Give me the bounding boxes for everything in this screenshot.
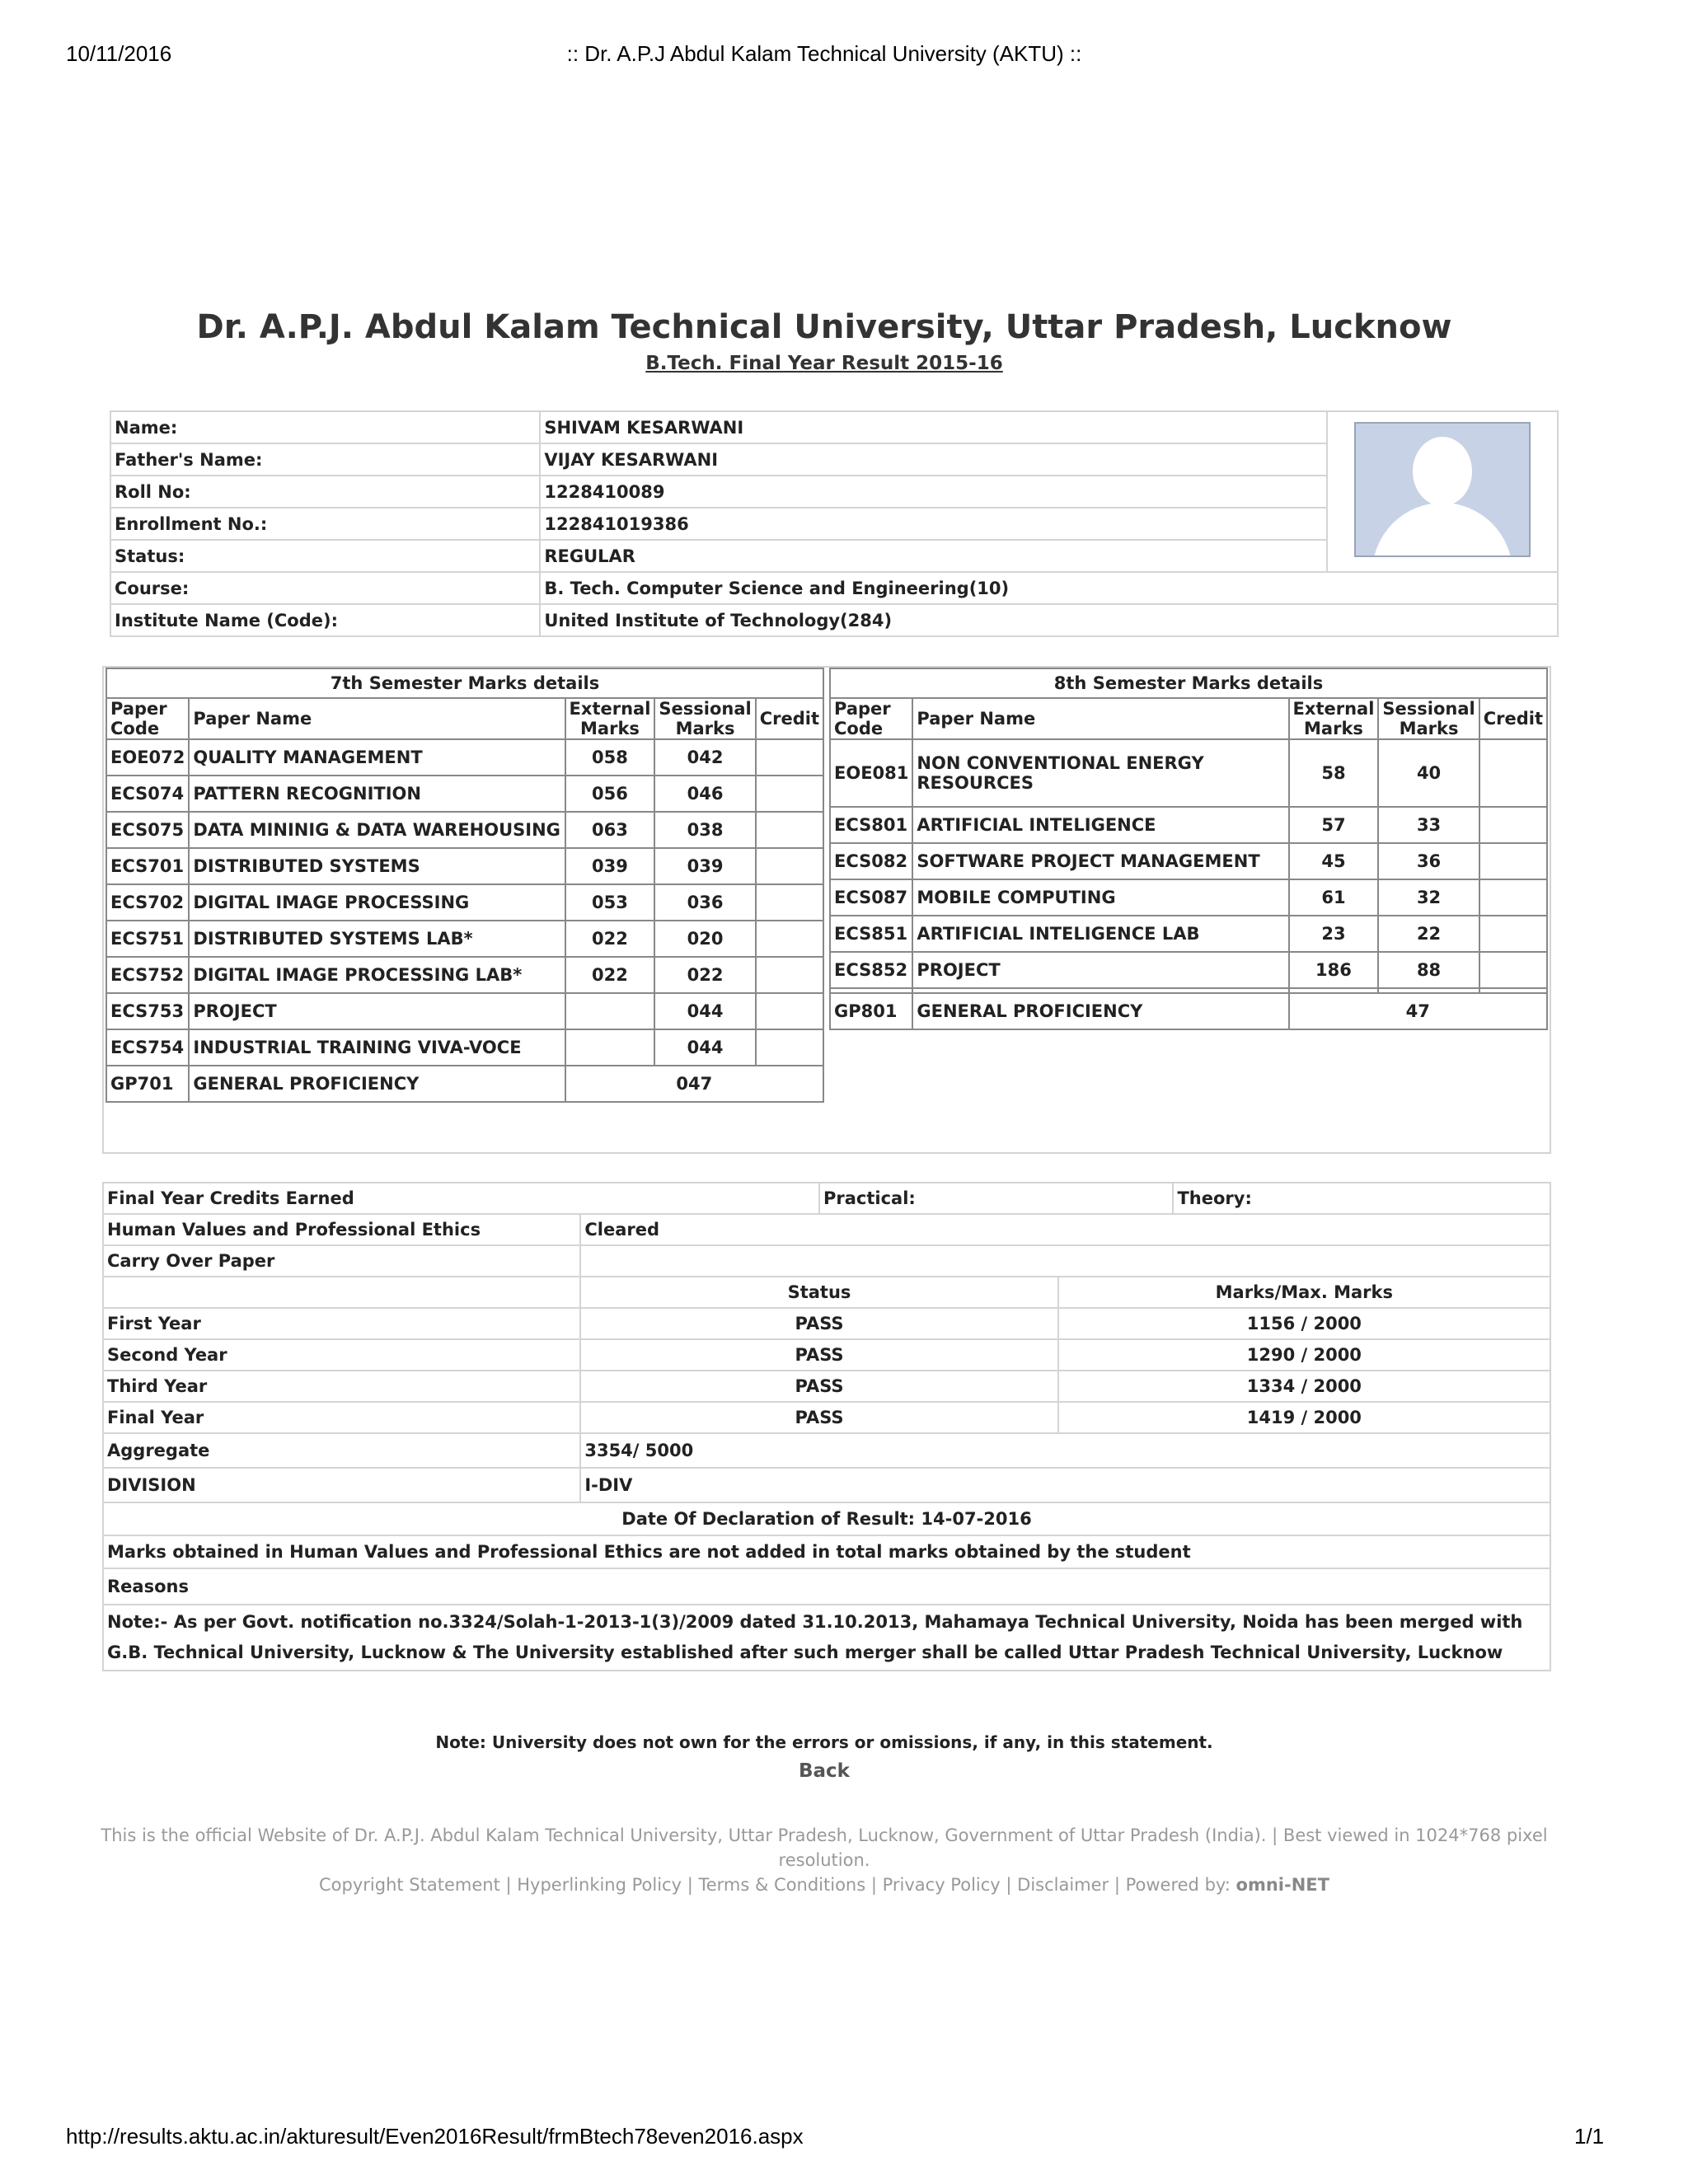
- aggregate-row: [103, 1433, 1550, 1468]
- col-paper-name: Paper Name: [189, 698, 565, 739]
- carry-over-row: [103, 1245, 1550, 1277]
- division-label: DIVISION: [103, 1468, 580, 1502]
- table-row: EOE072 QUALITY MANAGEMENT 058 042: [106, 739, 823, 776]
- col-external-marks: External Marks: [565, 698, 655, 739]
- print-title: :: Dr. A.P.J Abdul Kalam Technical University (AKTU) ::: [566, 41, 1082, 66]
- col-paper-name: Paper Name: [912, 698, 1288, 739]
- result-subtitle: B.Tech. Final Year Result 2015-16: [645, 353, 1003, 374]
- footer-line-2: resolution.: [778, 1850, 870, 1870]
- table-row: ECS074 PATTERN RECOGNITION 056 046: [106, 776, 823, 812]
- table-row: ECS082 SOFTWARE PROJECT MANAGEMENT 45 36: [830, 843, 1547, 879]
- student-value: SHIVAM KESARWANI: [540, 411, 1327, 443]
- student-label: Father's Name:: [110, 443, 540, 476]
- hvpe-note-row: [103, 1535, 1550, 1568]
- col-sessional-marks: Sessional Marks: [654, 698, 755, 739]
- credits-row: [103, 1183, 1550, 1214]
- table-row: ECS075 DATA MININIG & DATA WAREHOUSING 063 038: [106, 812, 823, 848]
- table-row: ECS851 ARTIFICIAL INTELIGENCE LAB 23 22: [830, 916, 1547, 952]
- avatar-placeholder-icon: [1354, 422, 1531, 557]
- student-value: REGULAR: [540, 540, 1327, 572]
- hvpe-value: Cleared: [580, 1214, 1550, 1245]
- sem8-marks-table: [829, 668, 1548, 1030]
- student-label: Roll No:: [110, 476, 540, 508]
- aggregate-value: 3354/ 5000: [580, 1433, 1550, 1468]
- site-footer: [82, 1823, 1566, 1897]
- sem7-marks-table: [106, 668, 824, 1103]
- hvpe-label: Human Values and Professional Ethics: [103, 1214, 580, 1245]
- print-date: 10/11/2016: [66, 41, 172, 66]
- student-label: Name:: [110, 411, 540, 443]
- division-row: [103, 1468, 1550, 1502]
- hvpe-note: Marks obtained in Human Values and Professional Ethics are not added in total marks obtained by the student: [103, 1535, 1550, 1568]
- table-row: ECS702 DIGITAL IMAGE PROCESSING 053 036: [106, 884, 823, 921]
- student-label: Institute Name (Code):: [110, 604, 540, 636]
- col-credit: Credit: [756, 698, 823, 739]
- university-title: Dr. A.P.J. Abdul Kalam Technical University, Uttar Pradesh, Lucknow: [196, 308, 1452, 346]
- status-header: Status: [580, 1277, 1057, 1308]
- table-row: Third Year PASS 1334 / 2000: [103, 1371, 1550, 1402]
- table-row: ECS752 DIGITAL IMAGE PROCESSING LAB* 022 022: [106, 957, 823, 993]
- col-external-marks: External Marks: [1289, 698, 1379, 739]
- declaration-row: [103, 1502, 1550, 1535]
- gp-row: GP701 GENERAL PROFICIENCY 047: [106, 1066, 823, 1102]
- table-row: ECS754 INDUSTRIAL TRAINING VIVA-VOCE 044: [106, 1029, 823, 1066]
- col-paper-code: Paper Code: [106, 698, 189, 739]
- reasons-label: Reasons: [103, 1568, 1550, 1605]
- powered-by-link[interactable]: omni-NET: [1236, 1875, 1329, 1895]
- sem7-title: 7th Semester Marks details: [106, 668, 823, 698]
- aggregate-label: Aggregate: [103, 1433, 580, 1468]
- semester-marks-section: [102, 666, 1551, 1154]
- col-paper-code: Paper Code: [830, 698, 912, 739]
- student-row-institute: [110, 604, 1558, 636]
- reasons-row: [103, 1568, 1550, 1605]
- marks-header: Marks/Max. Marks: [1058, 1277, 1550, 1308]
- col-credit: Credit: [1479, 698, 1547, 739]
- footer-links: Copyright Statement | Hyperlinking Policy | Terms & Conditions | Privacy Policy | Disclaimer | Powered by: omni-NET: [319, 1875, 1329, 1895]
- student-value: VIJAY KESARWANI: [540, 443, 1327, 476]
- student-info-table: [110, 410, 1559, 637]
- student-value: 1228410089: [540, 476, 1327, 508]
- summary-table: [102, 1182, 1551, 1671]
- table-row: ECS753 PROJECT 044: [106, 993, 823, 1029]
- merger-note: Note:- As per Govt. notification no.3324/Solah-1-2013-1(3)/2009 dated 31.10.2013, Mahamaya Technical University, Noida has been merged with G.B. Technical University, Lucknow & The University established after such merger shall be called Uttar Pradesh Technical University, Lucknow: [103, 1605, 1550, 1671]
- year-header-row: [103, 1277, 1550, 1308]
- student-label: Status:: [110, 540, 540, 572]
- student-value: 122841019386: [540, 508, 1327, 540]
- student-photo: [1327, 411, 1558, 572]
- student-value: B. Tech. Computer Science and Engineering(10): [540, 572, 1558, 604]
- table-row: ECS801 ARTIFICIAL INTELIGENCE 57 33: [830, 807, 1547, 843]
- col-sessional-marks: Sessional Marks: [1378, 698, 1479, 739]
- table-row: First Year PASS 1156 / 2000: [103, 1308, 1550, 1339]
- print-page-number: 1/1: [1574, 2124, 1605, 2149]
- declaration-date: Date Of Declaration of Result: 14-07-2016: [103, 1502, 1550, 1535]
- student-row-name: [110, 411, 1558, 443]
- table-row: ECS087 MOBILE COMPUTING 61 32: [830, 879, 1547, 916]
- table-row: EOE081 NON CONVENTIONAL ENERGY RESOURCES 58 40: [830, 739, 1547, 807]
- disclaimer-note: Note: University does not own for the errors or omissions, if any, in this statement.: [435, 1732, 1213, 1752]
- gp-row: GP801 GENERAL PROFICIENCY 47: [830, 993, 1547, 1029]
- carry-over-label: Carry Over Paper: [103, 1245, 580, 1277]
- practical-label: Practical:: [819, 1183, 1174, 1214]
- table-row: ECS751 DISTRIBUTED SYSTEMS LAB* 022 020: [106, 921, 823, 957]
- back-link[interactable]: Back: [799, 1760, 850, 1782]
- sem8-title: 8th Semester Marks details: [830, 668, 1547, 698]
- student-label: Enrollment No.:: [110, 508, 540, 540]
- student-label: Course:: [110, 572, 540, 604]
- table-row: ECS852 PROJECT 186 88: [830, 952, 1547, 988]
- student-row-course: [110, 572, 1558, 604]
- print-url: http://results.aktu.ac.in/akturesult/Even2016Result/frmBtech78even2016.aspx: [66, 2124, 804, 2149]
- student-value: United Institute of Technology(284): [540, 604, 1558, 636]
- merger-note-row: [103, 1605, 1550, 1671]
- hvpe-row: [103, 1214, 1550, 1245]
- footer-line-1: This is the official Website of Dr. A.P.J. Abdul Kalam Technical University, Uttar Pradesh, Lucknow, Government of Uttar Pradesh (India). | Best viewed in 1024*768 pixel: [101, 1825, 1548, 1845]
- credits-label: Final Year Credits Earned: [103, 1183, 819, 1214]
- table-row: Second Year PASS 1290 / 2000: [103, 1339, 1550, 1371]
- division-value: I-DIV: [580, 1468, 1550, 1502]
- table-row: ECS701 DISTRIBUTED SYSTEMS 039 039: [106, 848, 823, 884]
- theory-label: Theory:: [1173, 1183, 1550, 1214]
- table-row: Final Year PASS 1419 / 2000: [103, 1402, 1550, 1433]
